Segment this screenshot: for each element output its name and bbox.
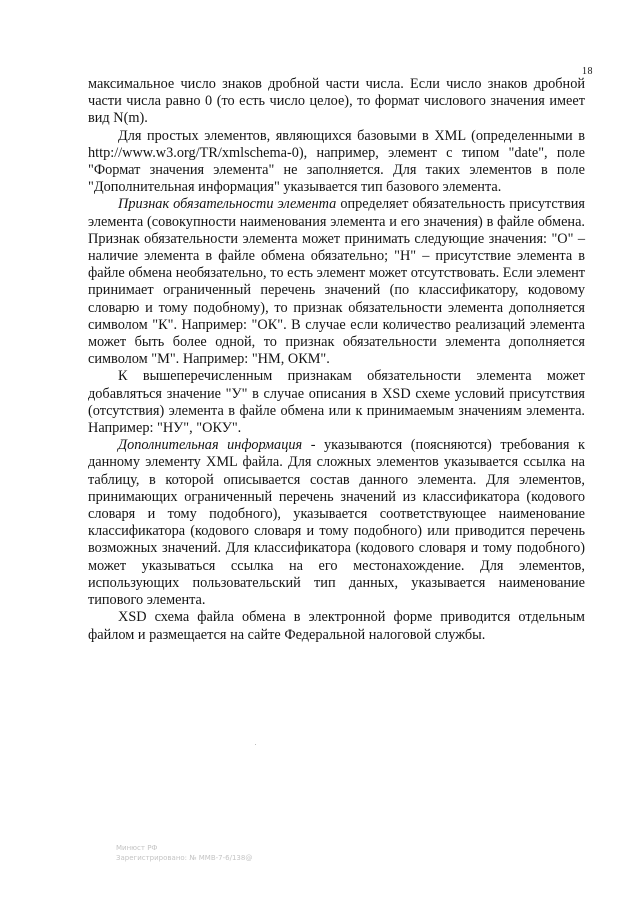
paragraph-number-format-continuation: максимальное число знаков дробной части числа. Если число знаков дробной части числа равно 0 (то есть число целое), то формат числового значения имеет вид N(m). — [88, 76, 585, 127]
term-additional-info: Дополнительная информация — [118, 437, 303, 454]
registration-stamp-line-1: Минюст РФ — [116, 844, 158, 852]
registration-stamp-line-2: Зарегистрировано: № ММВ-7-6/138@ — [116, 854, 253, 862]
paragraph-condition-flag: К вышеперечисленным признакам обязательности элемента может добавляться значение "У" в случае описания в XSD схеме условий присутствия (отсутствия) элемента в файле обмена или к принимаемым значениям элемента. Например: "НУ", "ОКУ". — [88, 368, 585, 437]
document-body — [88, 76, 585, 644]
paragraph-mandatory-flag — [88, 196, 585, 368]
scan-speck — [255, 744, 256, 745]
additional-info-description: - указываются (поясняются) требования к данному элементу XML файла. Для сложных элементов указывается ссылка на таблицу, в которой описывается состав данного элемента. Для элементов, принимающих ограниченный перечень значений из классификатора (кодового словаря и тому подобного), указывается соответствующее наименование классификатора (кодового словаря и тому подобного) или приводится перечень возможных значений. Для классификатора (кодового словаря и тому подобного) может указываться ссылка на его местонахождение. Для элементов, использующих пользовательский тип данных, указывается наименование типового элемента. — [88, 437, 585, 609]
mandatory-flag-description: определяет обязательность присутствия элемента (совокупности наименования элемента и его значения) в файле обмена. Признак обязательности элемента может принимать следующие значения: "О" – наличие элемента в файле обмена обязательно; "Н" – присутствие элемента в файле обмена необязательно, то есть элемент может отсутствовать. Если элемент принимает ограниченный перечень значений (по классификатору, кодовому словарю и тому подобному), то признак обязательности элемента дополняется символом "К". Например: "ОК". В случае если количество реализаций элемента может быть более одной, то признак обязательности элемента дополняется символом "М". Например: "НМ, ОКМ". — [88, 196, 585, 368]
paragraph-xsd-schema: XSD схема файла обмена в электронной форме приводится отдельным файлом и размещается на сайте Федеральной налоговой службы. — [88, 609, 585, 643]
paragraph-simple-elements: Для простых элементов, являющихся базовыми в XML (определенными в http://www.w3.org/TR/xmlschema-0), например, элемент с типом "date", поле "Формат значения элемента" не заполняется. Для таких элементов в поле "Дополнительная информация" указывается тип базового элемента. — [88, 127, 585, 196]
registration-stamp — [116, 843, 252, 863]
paragraph-additional-info — [88, 437, 585, 609]
page-number: 18 — [582, 66, 593, 77]
term-mandatory-flag: Признак обязательности элемента — [118, 196, 337, 213]
